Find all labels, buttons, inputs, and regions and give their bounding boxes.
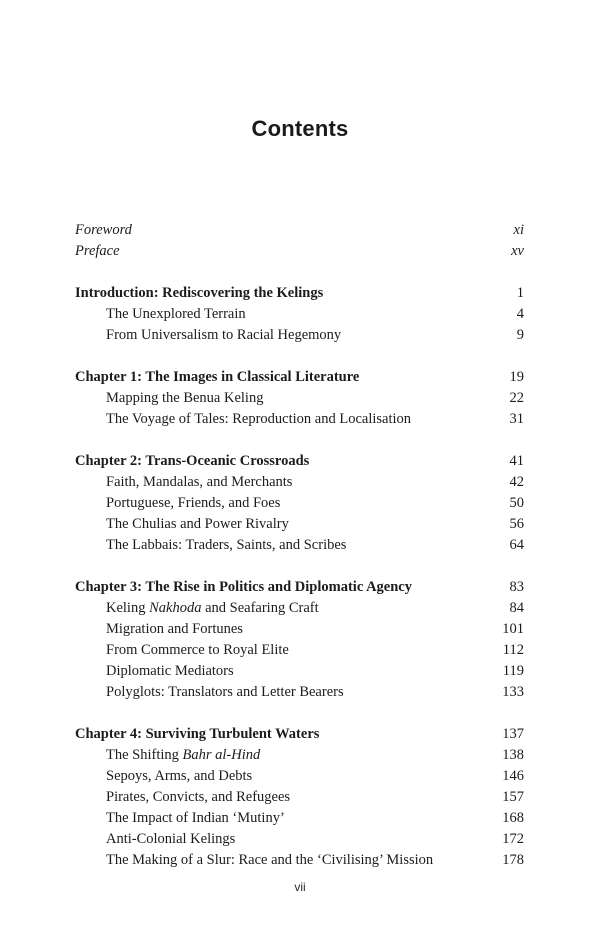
section-entry-page-number: 42	[509, 474, 524, 490]
chapter-entry	[75, 577, 524, 598]
title-part: The Shifting	[106, 747, 183, 763]
section-entry-page-number: 22	[509, 390, 524, 406]
section-entry-title	[75, 598, 500, 619]
section-entry-page-number: 4	[516, 306, 524, 322]
section-entry-page-number: 56	[509, 516, 524, 532]
section-entry-page-number: 84	[509, 600, 524, 616]
group-spacer	[75, 346, 524, 367]
chapter-entry-title: Chapter 3: The Rise in Politics and Diplomatic Agency	[75, 579, 412, 595]
chapter-entry	[75, 367, 524, 388]
chapter-entry-title: Chapter 2: Trans-Oceanic Crossroads	[75, 453, 310, 469]
section-entry-title: Mapping the Benua Keling	[106, 390, 264, 406]
section-entry	[75, 598, 524, 619]
section-entry-page-number: 146	[502, 768, 524, 784]
section-entry	[75, 472, 524, 493]
chapter-entry-page-number: 41	[509, 453, 524, 469]
chapter-entry-title: Chapter 1: The Images in Classical Literature	[75, 369, 360, 385]
chapter-entry-page-number: 137	[502, 726, 524, 742]
section-entry-title: Anti-Colonial Kelings	[106, 831, 236, 847]
section-entry-title: The Labbais: Traders, Saints, and Scribes	[106, 537, 347, 553]
chapter-entry	[75, 283, 524, 304]
front-matter-entry-title: Foreword	[75, 222, 132, 238]
section-entry-title: Portuguese, Friends, and Foes	[106, 495, 281, 511]
section-entry-page-number: 133	[502, 684, 524, 700]
section-entry-title: The Impact of Indian ‘Mutiny’	[106, 810, 285, 826]
section-entry-page-number: 50	[509, 495, 524, 511]
title-part: Bahr al-Hind	[182, 747, 261, 763]
chapter-entry-page-number: 1	[516, 285, 524, 301]
section-entry-page-number: 168	[502, 810, 524, 826]
page-number: vii	[294, 880, 306, 894]
title-part: and Seafaring Craft	[201, 600, 319, 616]
chapter-entry-page-number: 19	[509, 369, 524, 385]
group-spacer	[75, 430, 524, 451]
section-entry-title: The Chulias and Power Rivalry	[106, 516, 289, 532]
section-entry-title: The Making of a Slur: Race and the ‘Civilising’ Mission	[106, 852, 434, 868]
section-entry-title: Faith, Mandalas, and Merchants	[106, 474, 293, 490]
section-entry-title: From Universalism to Racial Hegemony	[106, 327, 342, 343]
title-part: Keling	[106, 600, 150, 616]
section-entry	[75, 850, 524, 871]
section-entry-page-number: 138	[502, 747, 524, 763]
chapter-entry	[75, 724, 524, 745]
section-entry	[75, 766, 524, 787]
section-entry	[75, 661, 524, 682]
section-entry	[75, 325, 524, 346]
section-entry	[75, 640, 524, 661]
front-matter-entry-title: Preface	[75, 243, 120, 259]
section-entry	[75, 787, 524, 808]
section-entry	[75, 619, 524, 640]
title-part: Nakhoda	[149, 600, 202, 616]
group-spacer	[75, 703, 524, 724]
section-entry	[75, 682, 524, 703]
section-entry	[75, 388, 524, 409]
section-entry	[75, 493, 524, 514]
section-entry-title: Diplomatic Mediators	[106, 663, 234, 679]
section-entry-title: Polyglots: Translators and Letter Bearers	[106, 684, 344, 700]
section-entry-page-number: 157	[502, 789, 524, 805]
section-entry-title	[75, 745, 492, 766]
section-entry-title: From Commerce to Royal Elite	[106, 642, 289, 658]
group-spacer	[75, 262, 524, 283]
section-entry-page-number: 31	[509, 411, 524, 427]
section-entry-page-number: 112	[502, 642, 524, 658]
section-entry	[75, 829, 524, 850]
section-entry-title: Pirates, Convicts, and Refugees	[106, 789, 291, 805]
section-entry-page-number: 9	[516, 327, 524, 343]
section-entry-page-number: 178	[502, 852, 524, 868]
table-of-contents	[75, 220, 524, 871]
chapter-entry-title: Chapter 4: Surviving Turbulent Waters	[75, 726, 320, 742]
section-entry	[75, 745, 524, 766]
group-spacer	[75, 556, 524, 577]
front-matter-entry-page-number: xi	[513, 222, 524, 238]
section-entry	[75, 535, 524, 556]
chapter-entry-page-number: 83	[509, 579, 524, 595]
page-title: Contents	[251, 116, 349, 141]
section-entry-title: Sepoys, Arms, and Debts	[106, 768, 253, 784]
section-entry	[75, 304, 524, 325]
front-matter-entry	[75, 241, 524, 262]
section-entry-page-number: 119	[502, 663, 524, 679]
section-entry	[75, 808, 524, 829]
section-entry-page-number: 64	[509, 537, 524, 553]
chapter-entry-title: Introduction: Rediscovering the Kelings	[75, 285, 324, 301]
section-entry	[75, 514, 524, 535]
front-matter-entry	[75, 220, 524, 241]
section-entry-title: The Unexplored Terrain	[106, 306, 246, 322]
section-entry-page-number: 172	[502, 831, 524, 847]
section-entry-page-number: 101	[502, 621, 524, 637]
section-entry	[75, 409, 524, 430]
section-entry-title: The Voyage of Tales: Reproduction and Localisation	[106, 411, 412, 427]
front-matter-entry-page-number: xv	[511, 243, 524, 259]
section-entry-title: Migration and Fortunes	[106, 621, 243, 637]
chapter-entry	[75, 451, 524, 472]
